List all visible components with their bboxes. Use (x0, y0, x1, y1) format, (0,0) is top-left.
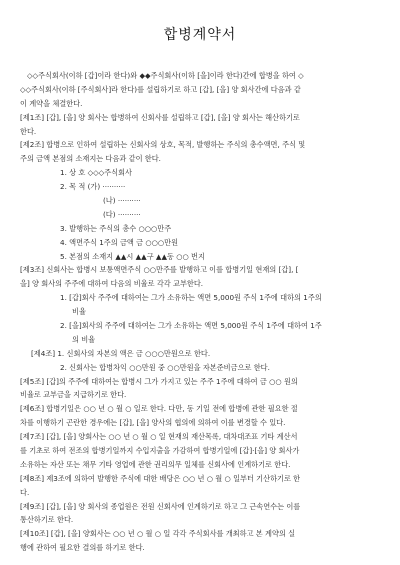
article-8-line-1: [제8조] 제3조에 의하여 발행한 주식에 대한 배당은 ○○ 년 ○ 월 ○ 일부터 기산하기로 한 (20, 473, 301, 483)
article-2-item-5: 5. 본점의 소재지 ▲▲시 ▲▲구 ▲▲동 ○○ 번지 (60, 251, 205, 261)
article-1-line-2: 한다. (20, 126, 37, 136)
article-10-line-2: 행에 관하여 필요한 결의를 하기로 한다. (20, 543, 145, 553)
article-6-line-1: [제6조] 합병기일은 ○○ 년 ○ 월 ○ 일로 한다. 다만, 동 기일 전에 합병에 관한 필요한 절 (20, 404, 298, 414)
article-2-item-2-c: (다) ·········· (103, 209, 141, 219)
article-9-line-2: 통산하기로 한다. (20, 515, 74, 525)
article-2-line-2: 주의 금액 본점의 소재지는 다음과 같이 한다. (20, 154, 161, 164)
article-2-item-2: 2. 목 적 (가) ·········· (60, 182, 126, 192)
article-3-line-2: 을] 양 회사의 주주에 대하여 다음의 비율로 각각 교부한다. (20, 279, 204, 289)
article-2-item-4: 4. 액면주식 1주의 금액 금 ○○○만원 (60, 237, 179, 247)
article-8-line-2: 다. (20, 487, 30, 497)
article-2-item-2-b: (나) ·········· (103, 196, 141, 205)
article-5-line-1: [제5조] [갑]의 주주에 대하여는 합병시 그가 가지고 있는 주주 1주에 대하여 금 ○○ 원의 (20, 376, 298, 386)
article-2-item-3: 3. 발행하는 주식의 총수 ○○○만주 (60, 223, 172, 233)
article-7-line-3: 소유하는 자산 또는 채무 기타 영업에 관한 권리의무 일체를 신회사에 인계하기로 한다. (20, 459, 291, 469)
document-title: 합병계약서 (163, 27, 237, 43)
preamble-line-3: 이 계약을 체결한다. (20, 98, 83, 108)
article-3-item-1: 1. [갑]회사 주주에 대하여는 그가 소유하는 액면 5,000원 주식 1주에 대하의 1주의 (60, 293, 322, 303)
preamble-line-2: ◇◇주식회사(이하 [주식회사]라 한다)를 설립하기로 하고 [갑], [을] 양 회사간에 다음과 같 (20, 84, 301, 94)
article-3-item-2-cont: 의 비율 (72, 334, 96, 344)
article-3-item-1-cont: 비율 (72, 307, 86, 317)
article-3-line-1: [제3조] 신회사는 합병시 보통액면주식 ○○만주를 발행하고 이를 합병기일 현재의 [갑], [ (20, 265, 299, 275)
article-4-item-2: 2. 신회사는 합병차익 ○○만원 중 ○○만원을 자본준비금으로 한다. (60, 362, 270, 372)
article-2-item-1: 1. 상 호 ◇◇◇주식회사 (60, 168, 132, 178)
article-2-line-1: [제2조] 합병으로 인하여 설립하는 신회사의 상호, 목적, 발행하는 주식의 총수액면, 주식 및 (20, 140, 306, 150)
article-3-item-2: 2. [을]회사의 주주에 대하여는 그가 소유하는 액면 5,000원 주식 1주에 대하여 1주 (60, 320, 322, 330)
article-10-line-1: [제10조] [갑], [을] 양회사는 ○○ 년 ○ 월 ○ 일 각각 주식회사를 개최하고 본 계약의 실 (20, 529, 296, 539)
article-9-line-1: [제9조] [갑], [을] 양 회사의 종업원은 전원 신회사에 인계하기로 하고 그 근속연수는 이를 (20, 501, 301, 511)
article-4-item-1: [제4조] 1. 신회사의 자본의 액은 금 ○○○만원으로 한다. (31, 348, 211, 358)
article-7-line-1: [제7조] [갑], [을] 양회사는 ○○ 년 ○ 월 ○ 일 현재의 재산목록, 대차대조표 기타 계산서 (20, 432, 298, 441)
article-6-line-2: 차를 이행하기 곤란한 경우에는 [갑], [을] 양사의 협의에 의하여 이를 변경할 수 있다. (20, 418, 286, 428)
preamble-line-1: ◇◇주식회사(이하 [갑]이라 한다)와 ◆◆주식회사(이하 [을]이라 한다)간에 합병을 하여 ◇ (27, 71, 304, 80)
article-1-line-1: [제1조] [갑], [을] 양 회사는 합병하여 신회사를 설립하고 [갑], [을] 양 회사는 해산하기로 (20, 112, 300, 122)
article-5-line-2: 비율로 교부금을 지급하기로 한다. (20, 390, 127, 400)
article-7-line-2: 를 기초로 하여 전조의 합병기일까지 수입지출을 가감하여 합병기일에 [갑]·[을] 양 회사가 (20, 445, 300, 455)
